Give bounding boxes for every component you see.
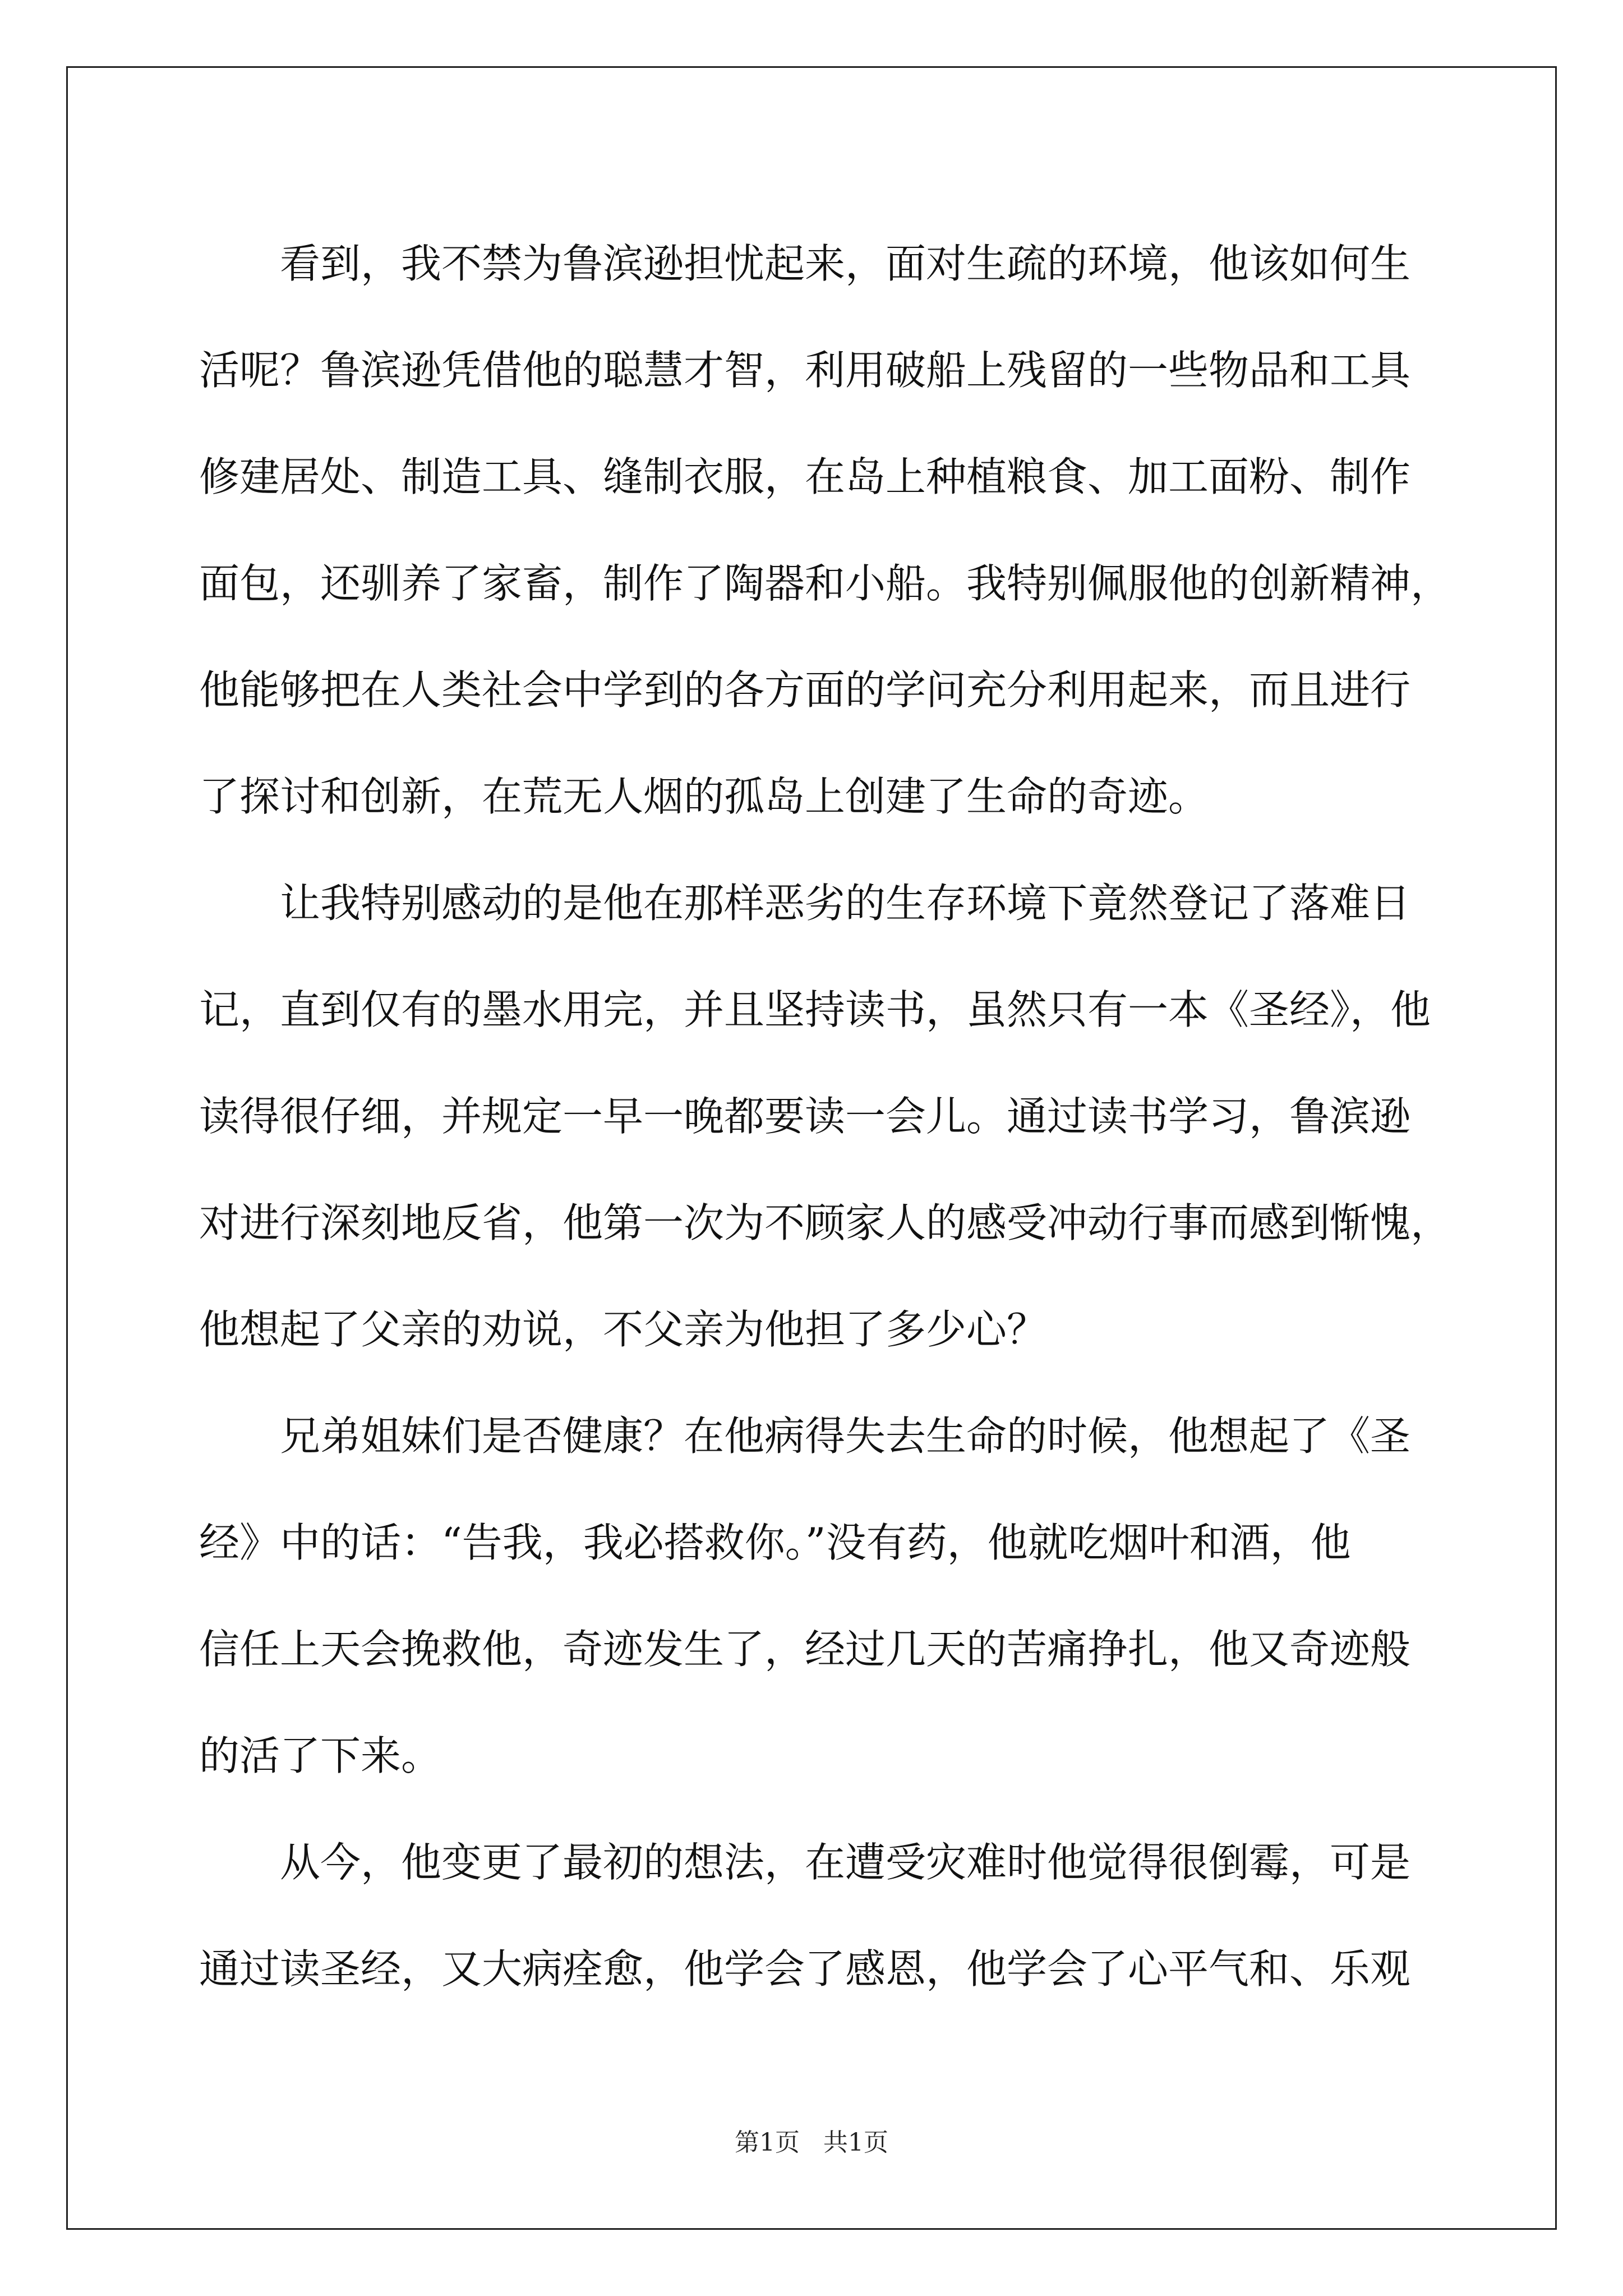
text-line: 他能够把在人类社会中学到的各方面的学问充分利用起来，而且进行 [199, 666, 1411, 714]
text-line: 读得很仔细，并规定一早一晚都要读一会儿。通过读书学习，鲁滨逊 [199, 1093, 1411, 1140]
text-line: 面包，还驯养了家畜，制作了陶器和小船。我特别佩服他的创新精神， [199, 560, 1451, 607]
text-line: 兄弟姐妹们是否健康？在他病得失去生命的时候，他想起了《圣 [280, 1412, 1411, 1460]
text-line: 他想起了父亲的劝说，不父亲为他担了多少心？ [199, 1306, 1048, 1353]
text-line: 修建居处、制造工具、缝制衣服，在岛上种植粮食、加工面粉、制作 [199, 453, 1411, 500]
text-line: 活呢？鲁滨逊凭借他的聪慧才智，利用破船上残留的一些物品和工具 [199, 347, 1411, 394]
text-line: 看到，我不禁为鲁滨逊担忧起来，面对生疏的环境，他该如何生 [280, 240, 1411, 287]
text-line: 记，直到仅有的墨水用完，并且坚持读书，虽然只有一本《圣经》，他 [199, 986, 1431, 1033]
body-text [199, 210, 1451, 2022]
page-footer: 第1页 共1页 [735, 2128, 888, 2157]
text-line: 从今，他变更了最初的想法，在遭受灾难时他觉得很倒霉，可是 [280, 1839, 1411, 1886]
text-line: 的活了下来。 [199, 1732, 442, 1779]
text-line: 经》中的话：“告我，我必搭救你。”没有药，他就吃烟叶和酒，他 [199, 1519, 1351, 1566]
text-line: 对进行深刻地反省，他第一次为不顾家人的感受冲动行事而感到惭愧， [199, 1199, 1451, 1246]
text-line: 信任上天会挽救他，奇迹发生了，经过几天的苦痛挣扎，他又奇迹般 [199, 1626, 1411, 1673]
text-line: 让我特别感动的是他在那样恶劣的生存环境下竟然登记了落难日 [280, 880, 1411, 927]
text-line: 通过读圣经，又大病痊愈，他学会了感恩，他学会了心平气和、乐观 [199, 1945, 1411, 1993]
text-line: 了探讨和创新，在荒无人烟的孤岛上创建了生命的奇迹。 [199, 773, 1209, 820]
